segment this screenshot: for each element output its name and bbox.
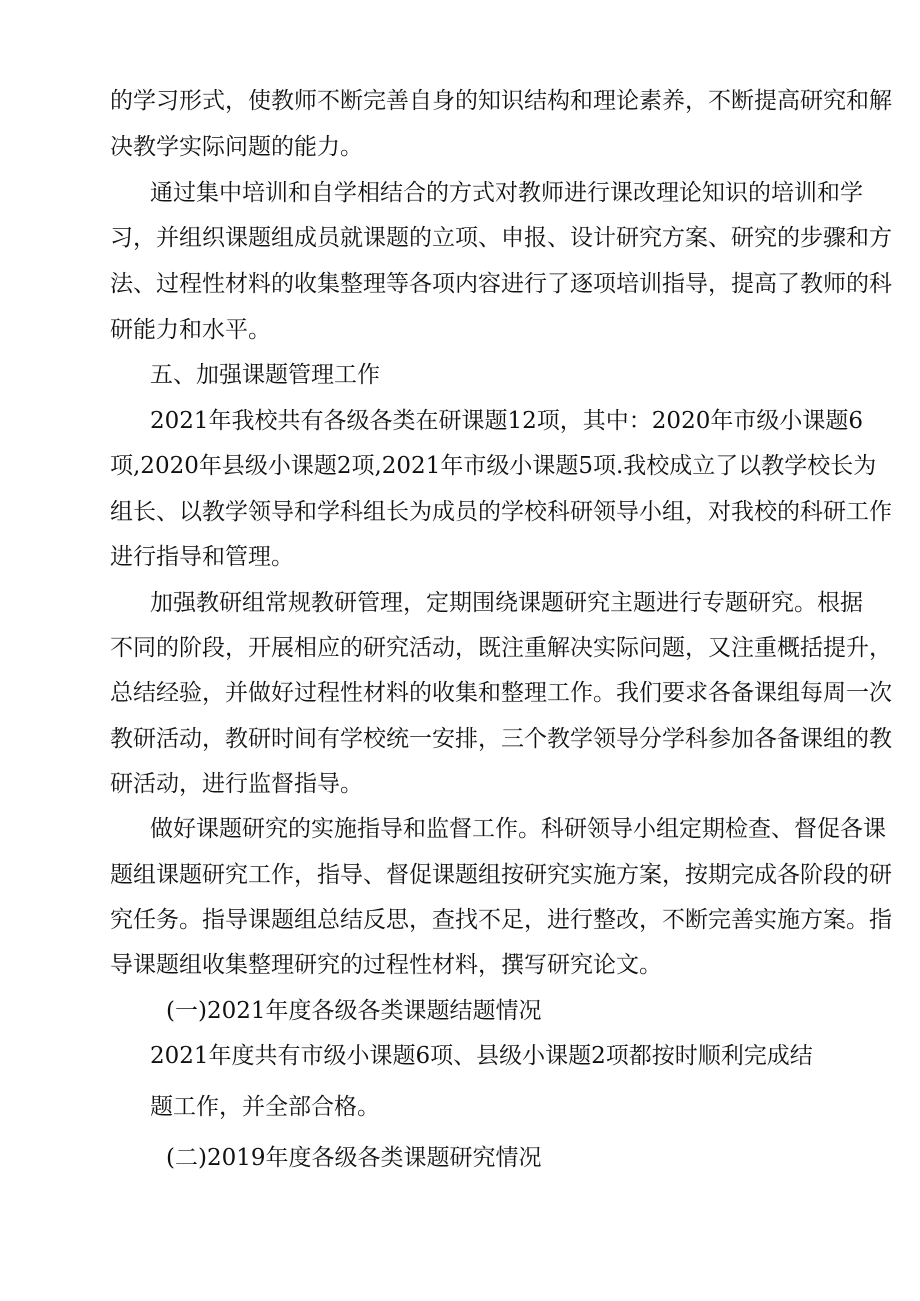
text-line-13: 不同的阶段，开展相应的研究活动，既注重解决实际问题，又注重概括提升， <box>110 635 892 661</box>
text-line-23: 题工作，并全部合格。 <box>150 1094 380 1120</box>
text-line-17: 做好课题研究的实施指导和监督工作。科研领导小组定期检查、督促各课 <box>150 816 886 842</box>
text-line-18: 题组课题研究工作，指导、督促课题组按研究实施方案，按期完成各阶段的研 <box>110 862 892 888</box>
text-line-2: 决教学实际问题的能力。 <box>110 134 363 160</box>
text-line-6: 研能力和水平。 <box>110 317 271 343</box>
text-line-16: 研活动，进行监督指导。 <box>110 771 363 797</box>
text-line-15: 教研活动，教研时间有学校统一安排，三个教学领导分学科参加各备课组的教 <box>110 726 892 752</box>
text-line-12: 加强教研组常规教研管理，定期围绕课题研究主题进行专题研究。根据 <box>150 590 863 616</box>
subsection-heading-1: (一)2021年度各级各类课题结题情况 <box>166 998 542 1024</box>
text-line-9: 项,2020年县级小课题2项,2021年市级小课题5项.我校成立了以教学校长为 <box>110 453 877 479</box>
text-line-5: 法、过程性材料的收集整理等各项内容进行了逐项培训指导，提高了教师的科 <box>110 271 892 297</box>
text-line-20: 导课题组收集整理研究的过程性材料，撰写研究论文。 <box>110 952 662 978</box>
text-line-22: 2021年度共有市级小课题6项、县级小课题2项都按时顺利完成结 <box>150 1043 813 1069</box>
text-line-3: 通过集中培训和自学相结合的方式对教师进行课改理论知识的培训和学 <box>150 180 863 206</box>
text-line-10: 组长、以教学领导和学科组长为成员的学校科研领导小组，对我校的科研工作 <box>110 499 892 525</box>
text-line-14: 总结经验，并做好过程性材料的收集和整理工作。我们要求各备课组每周一次 <box>110 680 892 706</box>
text-line-1: 的学习形式，使教师不断完善自身的知识结构和理论素养，不断提高研究和解 <box>110 88 892 114</box>
text-line-8: 2021年我校共有各级各类在研课题12项，其中：2020年市级小课题6 <box>150 408 863 434</box>
section-heading-5: 五、加强课题管理工作 <box>150 362 380 388</box>
text-line-4: 习，并组织课题组成员就课题的立项、申报、设计研究方案、研究的步骤和方 <box>110 225 892 251</box>
subsection-heading-2: (二)2019年度各级各类课题研究情况 <box>166 1145 542 1171</box>
text-line-11: 进行指导和管理。 <box>110 544 294 570</box>
text-line-19: 究任务。指导课题组总结反思，查找不足，进行整改，不断完善实施方案。指 <box>110 907 892 933</box>
